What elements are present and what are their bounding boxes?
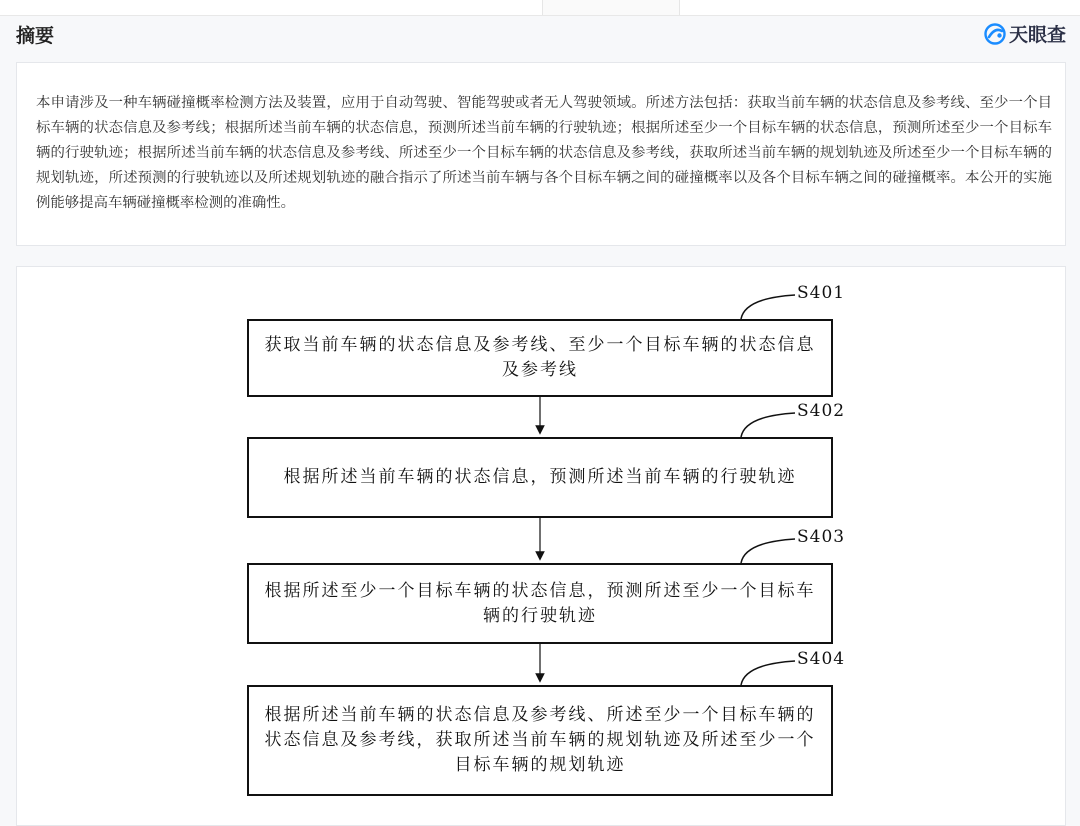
leader-line-s402 [741, 413, 795, 437]
flow-step-s403: 根据所述至少一个目标车辆的状态信息，预测所述至少一个目标车辆的行驶轨迹 [247, 563, 833, 644]
step-label-s402: S402 [797, 401, 846, 421]
top-tab-active[interactable] [542, 0, 680, 15]
section-title-abstract: 摘要 [16, 25, 55, 47]
logo-text: 天眼查 [1008, 24, 1066, 46]
top-tab-strip [0, 0, 1080, 16]
leader-line-s404 [741, 661, 795, 685]
step-label-s404: S404 [797, 649, 846, 669]
step-label-s401: S401 [797, 283, 846, 303]
abstract-panel [16, 62, 1066, 246]
figure-panel [16, 266, 1066, 826]
flow-step-s402: 根据所述当前车辆的状态信息，预测所述当前车辆的行驶轨迹 [247, 437, 833, 518]
tianyancha-logo-icon [984, 23, 1006, 45]
leader-line-s401 [741, 295, 795, 319]
leader-line-s403 [741, 539, 795, 563]
step-label-s403: S403 [797, 527, 846, 547]
flow-step-s404: 根据所述当前车辆的状态信息及参考线、所述至少一个目标车辆的状态信息及参考线，获取所述当前车辆的规划轨迹及所述至少一个目标车辆的规划轨迹 [247, 685, 833, 796]
flow-step-s401: 获取当前车辆的状态信息及参考线、至少一个目标车辆的状态信息及参考线 [247, 319, 833, 397]
tianyancha-logo [984, 20, 1066, 47]
abstract-text: 本申请涉及一种车辆碰撞概率检测方法及装置，应用于自动驾驶、智能驾驶或者无人驾驶领域。所述方法包括：获取当前车辆的状态信息及参考线、至少一个目标车辆的状态信息及参考线；根据所述当前车辆的状态信息，预测所述当前车辆的行驶轨迹；根据所述至少一个目标车辆的状态信息，预测所述至少一个目标车辆的行驶轨迹；根据所述当前车辆的状态信息及参考线、所述至少一个目标车辆的状态信息及参考线，获取所述当前车辆的规划轨迹及所述至少一个目标车辆的规划轨迹，所述预测的行驶轨迹以及所述规划轨迹的融合指示了所述当前车辆与各个目标车辆之间的碰撞概率以及各个目标车辆之间的碰撞概率。本公开的实施例能够提高车辆碰撞概率检测的准确性。 [36, 95, 1052, 211]
